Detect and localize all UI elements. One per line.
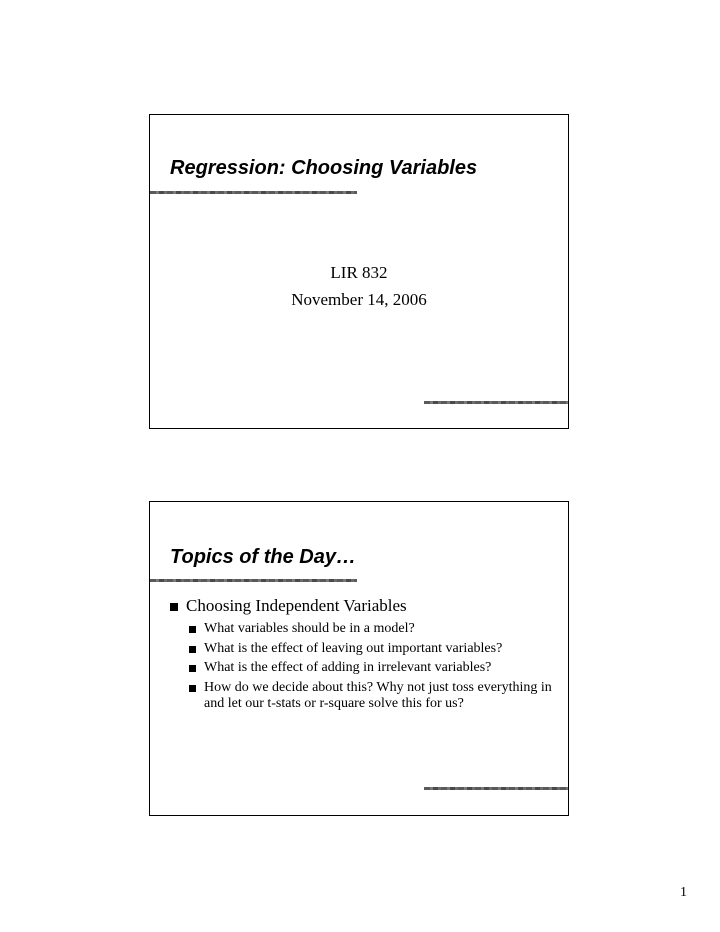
title-underline xyxy=(150,191,357,194)
footer-rule xyxy=(424,401,568,404)
bullet-list xyxy=(168,595,553,716)
sub-bullet-text: What is the effect of leaving out important variables? xyxy=(204,640,503,656)
sub-bullet-item xyxy=(168,641,553,658)
sub-bullet-item xyxy=(168,621,553,638)
square-bullet-icon xyxy=(170,603,178,611)
sub-bullet-item xyxy=(168,660,553,677)
lecture-date: November 14, 2006 xyxy=(291,290,427,309)
title-underline xyxy=(150,579,357,582)
sub-bullet-text: What variables should be in a model? xyxy=(204,621,415,636)
slide-title: Topics of the Day… xyxy=(170,546,356,568)
footer-rule xyxy=(424,787,568,790)
bullet-item xyxy=(168,595,553,617)
square-bullet-icon xyxy=(189,685,196,692)
slide-title: Regression: Choosing Variables xyxy=(170,157,478,179)
square-bullet-icon xyxy=(189,626,196,633)
course-code: LIR 832 xyxy=(330,263,388,282)
slide-2 xyxy=(149,501,569,816)
sub-bullet-item xyxy=(168,680,553,713)
sub-bullet-text: What is the effect of adding in irrelevant variables? xyxy=(204,660,492,675)
square-bullet-icon xyxy=(189,646,196,653)
bullet-text: Choosing Independent Variables xyxy=(186,596,407,615)
square-bullet-icon xyxy=(189,665,196,672)
page-number: 1 xyxy=(680,885,687,900)
sub-bullet-text: How do we decide about this? Why not just toss everything in and let our t-stats or r-square solve this for us? xyxy=(204,679,552,711)
slide-1 xyxy=(149,114,569,429)
